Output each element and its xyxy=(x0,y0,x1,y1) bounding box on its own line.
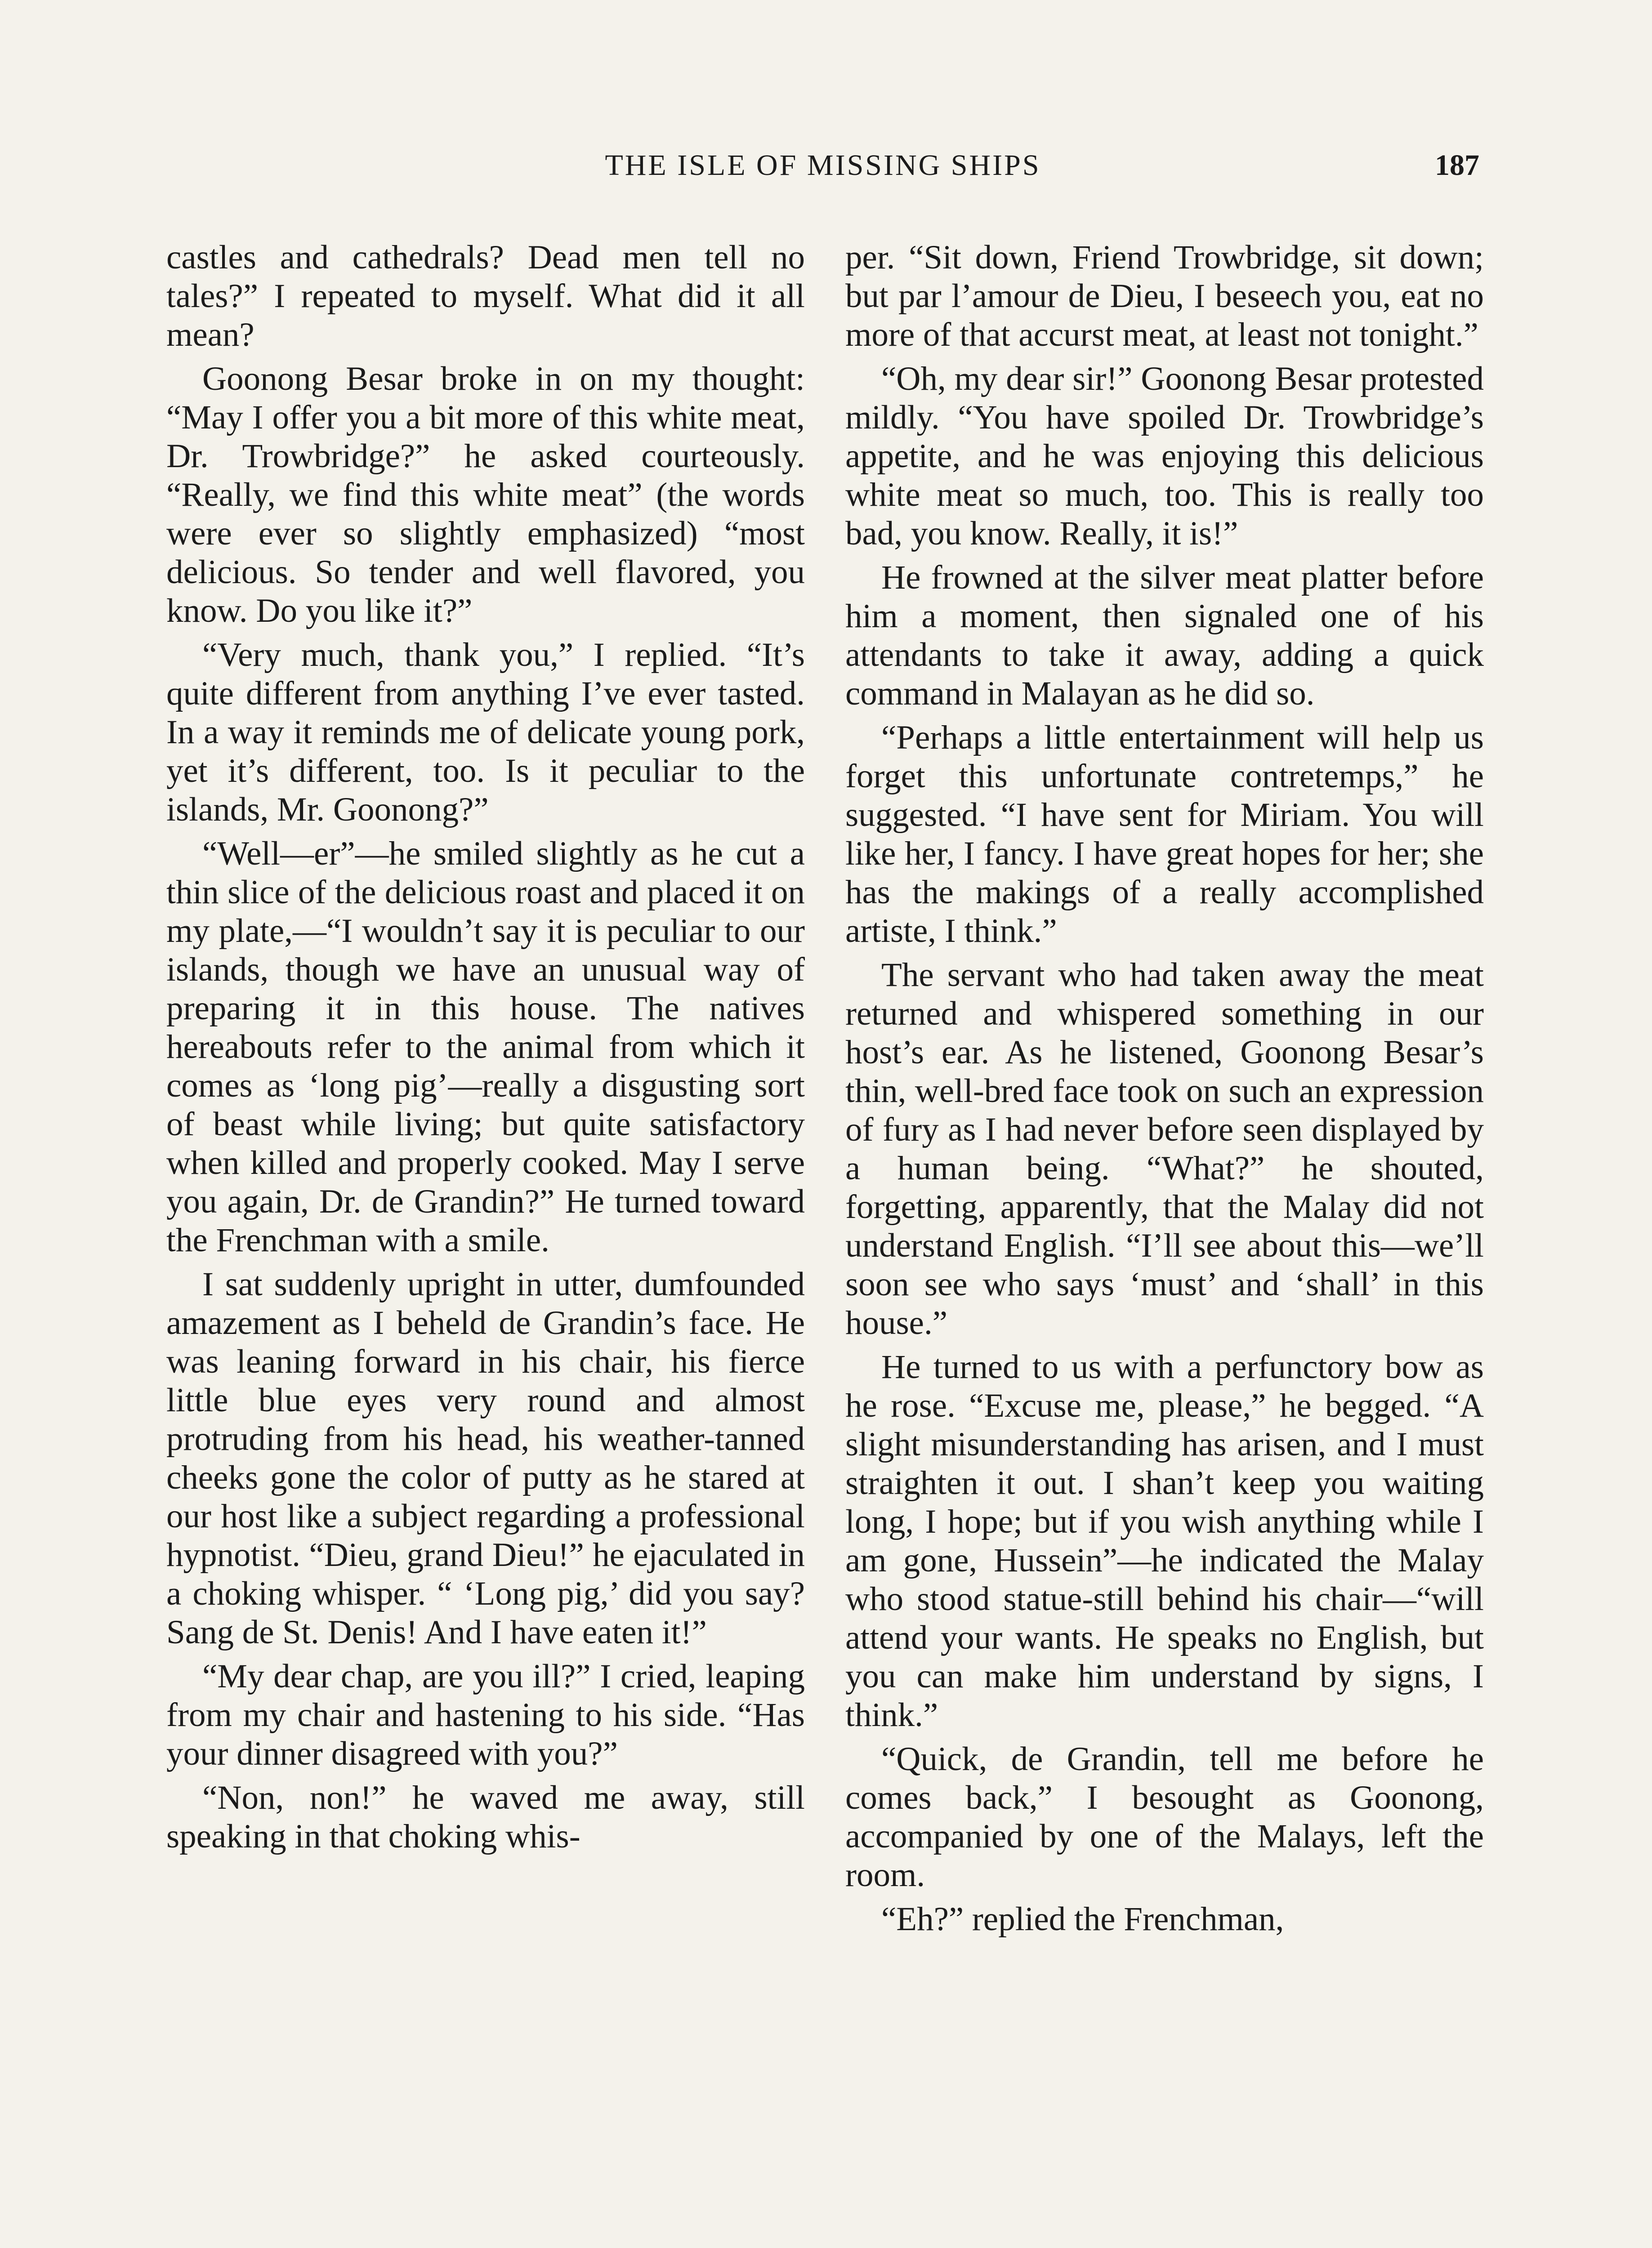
paragraph: per. “Sit down, Friend Trowbridge, sit down; but par l’amour de Dieu, I beseech you, eat no more of that accurst meat, at least not tonight.” xyxy=(845,239,1484,353)
page-number: 187 xyxy=(1435,149,1479,182)
paragraph: “My dear chap, are you ill?” I cried, leaping from my chair and hastening to his side. “Has your dinner disagreed with you?” xyxy=(166,1658,805,1772)
paragraph: castles and cathedrals? Dead men tell no tales?” I repeated to myself. What did it all mean? xyxy=(166,239,805,353)
paragraph: “Very much, thank you,” I replied. “It’s quite different from anything I’ve ever tasted. In a way it reminds me of delicate young pork, yet it’s different, too. Is it peculiar to the islands, Mr. Goonong?” xyxy=(166,636,805,828)
paragraph: I sat suddenly upright in utter, dumfounded amazement as I beheld de Grandin’s face. He was leaning forward in his chair, his fierce little blue eyes very round and almost protruding from his head, his weather-tanned cheeks gone the color of putty as he stared at our host like a subject regarding a professional hypnotist. “Dieu, grand Dieu!” he ejaculated in a choking whisper. “ ‘Long pig,’ did you say? Sang de St. Denis! And I have eaten it!” xyxy=(166,1266,805,1651)
paragraph: “Oh, my dear sir!” Goonong Besar protested mildly. “You have spoiled Dr. Trowbridge’s appetite, and he was enjoying this delicious white meat so much, too. This is really too bad, you know. Really, it is!” xyxy=(845,360,1484,552)
paragraph: “Eh?” replied the Frenchman, xyxy=(881,1900,1284,1938)
paragraph: “Quick, de Grandin, tell me before he comes back,” I besought as Goonong, accompanied by one of the Malays, left the room. xyxy=(845,1740,1484,1894)
paragraph: He frowned at the silver meat platter before him a moment, then signaled one of his attendants to take it away, adding a quick command in Malayan as he did so. xyxy=(845,559,1484,712)
running-title: THE ISLE OF MISSING SHIPS xyxy=(605,149,1041,182)
paragraph: “Perhaps a little entertainment will help us forget this unfortunate contretemps,” he suggested. “I have sent for Miriam. You will like her, I fancy. I have great hopes for her; she has the makings of a really accomplished artiste, I think.” xyxy=(845,719,1484,950)
running-header xyxy=(166,148,1479,193)
paragraph: He turned to us with a perfunctory bow as he rose. “Excuse me, please,” he begged. “A slight misunderstanding has arisen, and I must straighten it out. I shan’t keep you waiting long, I hope; but if you wish anything while I am gone, Hussein”—he indicated the Malay who stood statue-still behind his chair—“will attend your wants. He speaks no English, but you can make him understand by signs, I think.” xyxy=(845,1348,1484,1734)
left-column xyxy=(166,238,805,1861)
paragraph: “Well—er”—he smiled slightly as he cut a thin slice of the delicious roast and placed it on my plate,—“I wouldn’t say it is peculiar to our islands, though we have an unusual way of preparing it in this house. The natives hereabouts refer to the animal from which it comes as ‘long pig’—really a disgusting sort of beast while living; but quite satisfactory when killed and properly cooked. May I serve you again, Dr. de Grandin?” He turned toward the Frenchman with a smile. xyxy=(166,835,805,1259)
right-column xyxy=(845,238,1484,1944)
paragraph: Goonong Besar broke in on my thought: “May I offer you a bit more of this white meat, Dr. Trowbridge?” he asked courteously. “Really, we find this white meat” (the words were ever so slightly emphasized) “most delicious. So tender and well flavored, you know. Do you like it?” xyxy=(166,360,805,629)
paragraph: The servant who had taken away the meat returned and whispered something in our host’s ear. As he listened, Goonong Besar’s thin, well-bred face took on such an expression of fury as I had never before seen displayed by a human being. “What?” he shouted, forgetting, apparently, that the Malay did not understand English. “I’ll see about this—we’ll soon see who says ‘must’ and ‘shall’ in this house.” xyxy=(845,956,1484,1342)
paragraph: “Non, non!” he waved me away, still speaking in that choking whis- xyxy=(166,1779,805,1855)
